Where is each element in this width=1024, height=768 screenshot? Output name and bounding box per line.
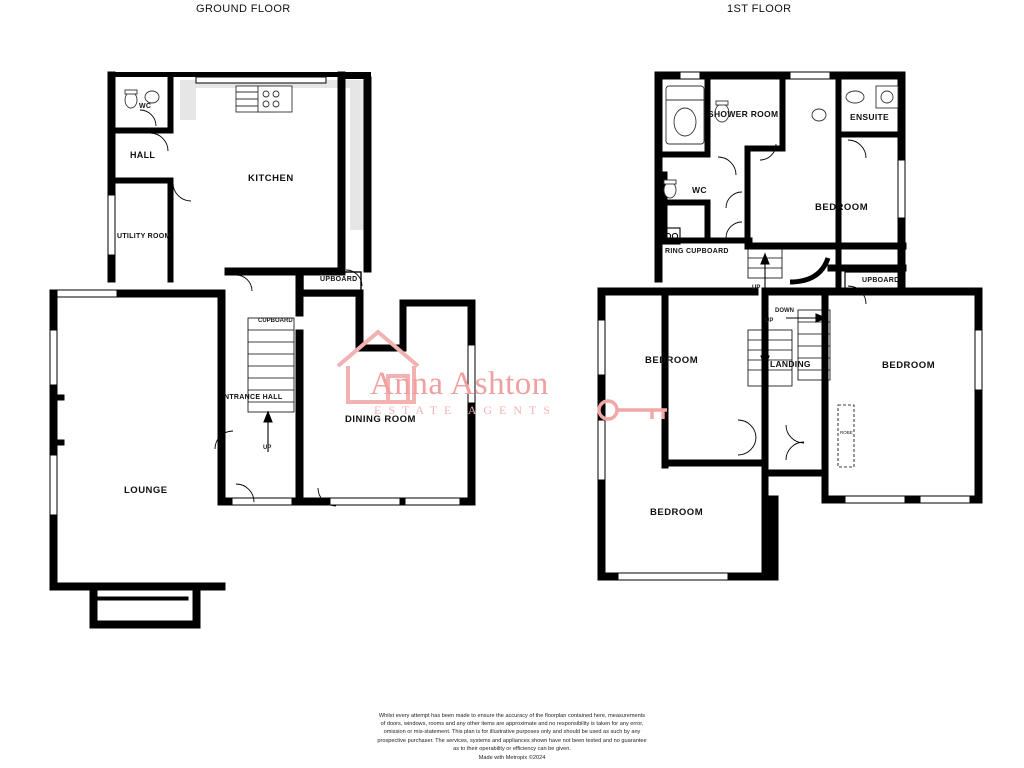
label-wardrobe: ROBE	[840, 430, 853, 435]
label-airing-cupboard: RING CUPBOARD	[665, 248, 729, 255]
label-bedroom-2: BEDROOM	[645, 355, 699, 366]
label-utility-room: UTILITY ROOM	[117, 233, 171, 240]
label-cupboard-ground: CUPBOARD	[258, 318, 293, 324]
disclaimer-line-5: as to their operability or efficiency can be given.	[453, 746, 571, 753]
disclaimer-line-4: prospective purchaser. The services, systems and appliances shown have not been tested and no guarantee	[377, 737, 647, 744]
label-ensuite: ENSUITE	[850, 112, 889, 122]
ground-floor-title: GROUND FLOOR	[196, 3, 291, 15]
label-landing: LANDING	[770, 359, 811, 369]
label-bedroom-1: BEDROOM	[815, 202, 869, 213]
label-dining-room: DINING ROOM	[345, 414, 416, 425]
watermark-name: Anna Ashton	[370, 366, 549, 402]
label-first-stairs-down: DOWN	[775, 308, 794, 314]
label-ground-stairs-up: UP	[263, 445, 272, 451]
label-lounge: LOUNGE	[124, 485, 168, 496]
label-first-stairs-up-right: UP	[765, 318, 774, 324]
label-bedroom-3: BEDROOM	[882, 360, 936, 371]
disclaimer-line-6: Made with Metropix ©2024	[478, 754, 546, 761]
label-first-stairs-up-left: UP	[752, 285, 761, 291]
disclaimer-line-2: of doors, windows, rooms and any other items are approximate and no responsibility is taken for any error,	[380, 721, 644, 728]
label-shower-room: SHOWER ROOM	[708, 109, 779, 119]
label-entrance-hall: NTRANCE HALL	[224, 394, 283, 401]
disclaimer-line-1: Whilst every attempt has been made to ensure the accuracy of the floorplan contained here, measurements	[378, 712, 646, 719]
watermark-subtitle: ESTATE AGENTS	[374, 403, 558, 417]
label-upboard-ground: UPBOARD	[320, 276, 358, 283]
label-first-wc: WC	[692, 185, 707, 195]
label-kitchen: KITCHEN	[248, 173, 294, 184]
label-ground-hall: HALL	[130, 150, 156, 160]
first-floor-title: 1ST FLOOR	[727, 3, 792, 15]
label-ground-wc: WC	[139, 103, 152, 110]
label-first-cupboard: UPBOARD	[862, 277, 900, 284]
label-bedroom-4: BEDROOM	[650, 507, 704, 518]
disclaimer-line-3: omission or mis-statement. This plan is for illustrative purposes only and should be used as such by any	[383, 729, 641, 736]
disclaimer	[0, 712, 1024, 762]
